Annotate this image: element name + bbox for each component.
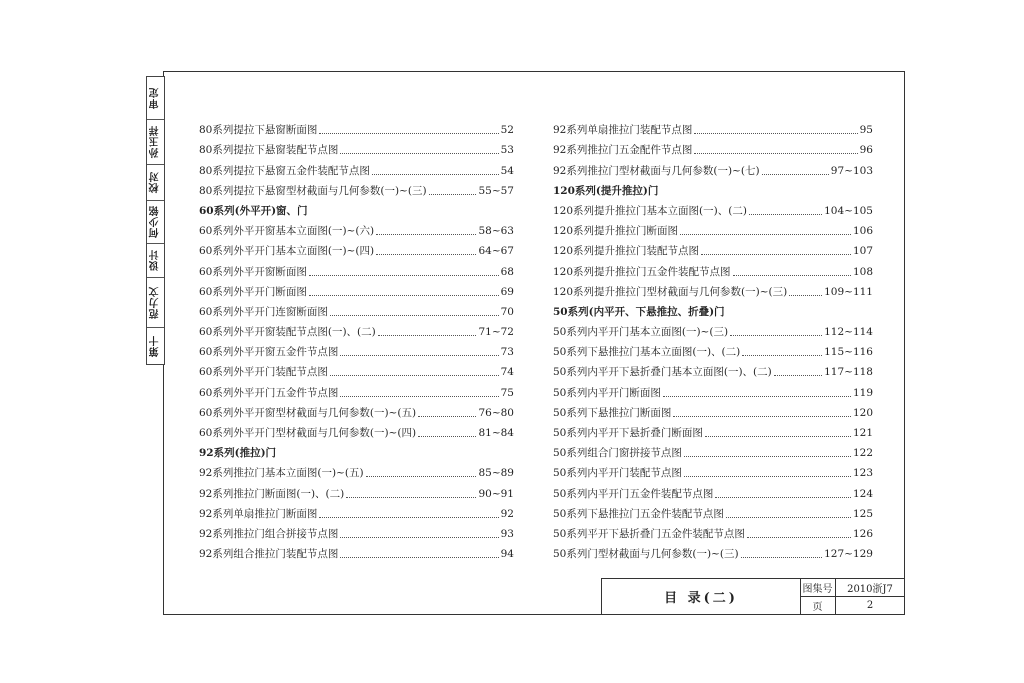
dot-leader	[774, 375, 822, 376]
toc-entry	[199, 218, 514, 238]
toc-entry-title: 120系列提升推拉门装配节点图	[553, 245, 700, 258]
strip-text: 第十	[150, 334, 161, 357]
dot-leader	[680, 234, 851, 235]
toc-entry-title: 60系列外平开门五金件节点图	[199, 386, 339, 399]
dot-leader	[418, 436, 476, 437]
dot-leader	[330, 375, 499, 376]
toc-entry	[199, 279, 514, 299]
dot-leader	[705, 436, 851, 437]
toc-entry-page: 104~105	[824, 204, 873, 217]
dot-leader	[376, 254, 476, 255]
toc-entry	[553, 198, 873, 218]
dot-leader	[340, 557, 498, 558]
toc-section-heading	[553, 299, 873, 319]
toc-entry-page: 126	[852, 527, 873, 540]
dot-leader	[742, 355, 822, 356]
toc-entry-page: 119	[852, 386, 873, 399]
toc-entry-title: 92系列单扇推拉门装配节点图	[553, 124, 693, 137]
toc-entry	[553, 521, 873, 541]
strip-cell	[147, 277, 164, 328]
toc-entry-page: 107	[852, 245, 873, 258]
dot-leader	[715, 497, 851, 498]
dot-leader	[741, 557, 823, 558]
toc-entry-title: 92系列单扇推拉门断面图	[199, 507, 318, 520]
dot-leader	[309, 295, 499, 296]
dot-leader	[429, 194, 477, 195]
toc-entry-title: 60系列外平开门装配节点图	[199, 366, 328, 379]
toc-entry	[553, 238, 873, 258]
dot-leader	[684, 476, 851, 477]
toc-entry-title: 92系列推拉门断面图(一)、(二)	[199, 487, 345, 500]
toc-entry-title: 60系列外平开门连窗断面图	[199, 305, 328, 318]
strip-text: 审定	[150, 87, 161, 109]
toc-entry-title: 92系列推拉门基本立面图(一)~(五)	[199, 467, 364, 480]
strip-text: 何少铭	[150, 205, 161, 238]
dot-leader	[319, 133, 498, 134]
toc-entry-page: 106	[852, 225, 873, 238]
toc-entry-page: 93	[500, 527, 514, 540]
dot-leader	[694, 153, 857, 154]
toc-entry	[199, 460, 514, 480]
toc-entry	[199, 178, 514, 198]
toc-entry-title: 50系列内平开门五金件装配节点图	[553, 487, 714, 500]
dot-leader	[378, 335, 477, 336]
dot-leader	[376, 234, 476, 235]
atlas-number-value: 2010浙J7	[836, 579, 904, 597]
dot-leader	[330, 315, 499, 316]
toc-entry-title: 50系列下悬推拉门基本立面图(一)、(二)	[553, 346, 741, 359]
toc-entry-page: 55~57	[478, 184, 514, 197]
toc-entry-title: 50系列内平开下悬折叠门断面图	[553, 427, 703, 439]
toc-entry	[199, 258, 514, 278]
toc-entry-title: 50系列(内平开、下悬推拉、折叠)门	[553, 305, 725, 318]
toc-entry	[199, 299, 514, 319]
toc-entry-page: 90~91	[478, 487, 514, 500]
toc-entry-title: 60系列外平开窗五金件节点图	[199, 346, 339, 359]
toc-entry-page: 85~89	[478, 467, 514, 480]
toc-entry	[553, 480, 873, 500]
toc-entry-title: 50系列组合门窗拼接节点图	[553, 447, 682, 460]
toc-entry-page: 117~118	[824, 366, 873, 379]
toc-entry	[199, 319, 514, 339]
toc-entry-title: 60系列外平开门型材截面与几何参数(一)~(四)	[199, 427, 417, 439]
toc-entry	[199, 501, 514, 521]
dot-leader	[319, 517, 498, 518]
toc-entry	[553, 117, 873, 137]
dot-leader	[346, 497, 476, 498]
toc-entry-title: 60系列外平开窗断面图	[199, 265, 307, 278]
toc-entry-page: 69	[500, 285, 514, 298]
title-block	[601, 578, 905, 615]
strip-cell	[147, 243, 164, 278]
toc-entry-page: 68	[500, 265, 514, 278]
strip-text: 范力文	[150, 285, 161, 319]
toc-entry-title: 92系列(推拉)门	[199, 447, 277, 460]
toc-entry	[553, 218, 873, 238]
toc-entry	[199, 238, 514, 258]
toc-entry-page: 58~63	[478, 225, 514, 238]
dot-leader	[673, 416, 851, 417]
toc-entry-page: 73	[500, 346, 514, 359]
strip-cell	[147, 164, 164, 201]
toc-entry-page: 112~114	[824, 326, 873, 339]
toc-entry-page: 75	[500, 386, 514, 399]
toc-entry-title: 60系列外平开窗型材截面与几何参数(一)~(五)	[199, 406, 417, 419]
toc-entry-page: 53	[500, 144, 514, 157]
strip-text: 设计	[150, 249, 161, 271]
dot-leader	[372, 174, 499, 175]
toc-entry-title: 92系列组合推拉门装配节点图	[199, 548, 339, 561]
toc-entry	[199, 117, 514, 137]
toc-entry	[199, 420, 514, 440]
dot-leader	[726, 517, 851, 518]
toc-entry	[553, 339, 873, 359]
toc-entry-title: 50系列内平开下悬折叠门基本立面图(一)、(二)	[553, 366, 772, 379]
toc-entry-page: 108	[852, 265, 873, 278]
toc-entry	[553, 501, 873, 521]
toc-entry-page: 52	[500, 124, 514, 137]
dot-leader	[340, 396, 498, 397]
dot-leader	[684, 456, 851, 457]
toc-entry-title: 120系列提升推拉门五金件装配节点图	[553, 265, 731, 278]
toc-entry-title: 60系列外平开门基本立面图(一)~(四)	[199, 245, 375, 258]
toc-entry-page: 120	[852, 406, 873, 419]
toc-section-heading	[199, 440, 514, 460]
toc-entry-page: 96	[859, 144, 873, 157]
page-label: 页	[800, 597, 836, 614]
dot-leader	[340, 153, 498, 154]
strip-text: 孙玉祥	[150, 125, 161, 158]
toc-entry-title: 120系列提升推拉门型材截面与几何参数(一)~(三)	[553, 285, 788, 298]
toc-right-column	[553, 117, 873, 561]
toc-entry	[199, 400, 514, 420]
dot-leader	[789, 295, 822, 296]
toc-entry-title: 120系列(提升推拉)门	[553, 184, 659, 197]
toc-entry-title: 50系列门型材截面与几何参数(一)~(三)	[553, 548, 739, 561]
toc-entry-title: 80系列提拉下悬窗五金件装配节点图	[199, 164, 370, 177]
toc-entry-page: 127~129	[824, 548, 873, 561]
toc-entry	[553, 460, 873, 480]
toc-entry	[553, 258, 873, 278]
strip-cell	[147, 327, 164, 364]
toc-entry	[553, 157, 873, 177]
toc-entry-title: 60系列(外平开)窗、门	[199, 204, 308, 217]
toc-entry-page: 81~84	[478, 427, 514, 439]
toc-entry	[553, 319, 873, 339]
toc-entry-page: 115~116	[824, 346, 873, 359]
toc-entry-title: 92系列推拉门五金配件节点图	[553, 144, 693, 157]
toc-entry	[553, 541, 873, 561]
toc-entry-page: 70	[500, 305, 514, 318]
toc-entry-page: 125	[852, 507, 873, 520]
toc-entry-page: 92	[500, 507, 514, 520]
document-title: 目 录(二)	[602, 579, 801, 614]
toc-entry	[199, 157, 514, 177]
dot-leader	[749, 214, 822, 215]
dot-leader	[366, 476, 477, 477]
toc-entry	[553, 279, 873, 299]
strip-text: 校对	[150, 171, 161, 193]
toc-entry	[199, 339, 514, 359]
toc-entry	[553, 379, 873, 399]
toc-entry-page: 71~72	[478, 326, 514, 339]
dot-leader	[340, 537, 498, 538]
toc-entry-title: 80系列提拉下悬窗断面图	[199, 124, 318, 137]
toc-entry-title: 60系列外平开门断面图	[199, 285, 307, 298]
toc-entry	[553, 359, 873, 379]
toc-entry	[199, 541, 514, 561]
toc-entry	[553, 137, 873, 157]
page-number: 2	[866, 600, 874, 611]
toc-entry	[199, 379, 514, 399]
toc-entry-title: 120系列提升推拉门基本立面图(一)、(二)	[553, 204, 747, 217]
toc-entry-page: 121	[852, 427, 873, 439]
toc-entry-page: 95	[859, 124, 873, 137]
toc-entry-title: 50系列内平开门断面图	[553, 386, 661, 399]
toc-entry-title: 50系列内平开门装配节点图	[553, 467, 682, 480]
toc-entry-page: 54	[500, 164, 514, 177]
toc-entry-page: 76~80	[478, 406, 514, 419]
toc-entry-page: 64~67	[478, 245, 514, 258]
dot-leader	[694, 133, 857, 134]
toc-entry-title: 92系列推拉门型材截面与几何参数(一)~(七)	[553, 164, 760, 177]
toc-entry-page: 122	[852, 447, 873, 460]
toc-entry	[199, 480, 514, 500]
toc-entry-page: 74	[500, 366, 514, 379]
dot-leader	[663, 396, 851, 397]
toc-entry-page: 123	[852, 467, 873, 480]
toc-entry-page: 124	[852, 487, 873, 500]
dot-leader	[418, 416, 476, 417]
toc-entry	[199, 521, 514, 541]
dot-leader	[762, 174, 829, 175]
dot-leader	[730, 335, 822, 336]
toc-entry	[199, 359, 514, 379]
toc-entry	[553, 440, 873, 460]
toc-entry-title: 60系列外平开窗基本立面图(一)~(六)	[199, 225, 375, 238]
toc-entry	[199, 137, 514, 157]
strip-cell	[147, 200, 164, 244]
toc-entry-title: 50系列下悬推拉门五金件装配节点图	[553, 507, 724, 520]
atlas-number-label: 图集号	[800, 579, 836, 597]
toc-entry-title: 50系列平开下悬折叠门五金件装配节点图	[553, 527, 745, 540]
dot-leader	[309, 275, 499, 276]
toc-left-column	[199, 117, 514, 561]
toc-entry	[553, 400, 873, 420]
toc-entry-title: 92系列推拉门组合拼接节点图	[199, 527, 339, 540]
toc-entry-page: 94	[500, 548, 514, 561]
dot-leader	[733, 275, 851, 276]
dot-leader	[340, 355, 498, 356]
toc-entry-title: 50系列内平开门基本立面图(一)~(三)	[553, 326, 729, 339]
strip-cell	[147, 77, 164, 120]
toc-entry	[553, 420, 873, 440]
title-block-grid	[800, 579, 904, 614]
toc-entry-page: 109~111	[824, 285, 873, 298]
toc-entry-page: 97~103	[830, 164, 873, 177]
toc-section-heading	[199, 198, 514, 218]
toc-entry-title: 80系列提拉下悬窗装配节点图	[199, 144, 339, 157]
toc-entry-title: 80系列提拉下悬窗型材截面与几何参数(一)~(三)	[199, 184, 427, 197]
toc-section-heading	[553, 178, 873, 198]
strip-cell	[147, 119, 164, 165]
dot-leader	[701, 254, 851, 255]
dot-leader	[747, 537, 851, 538]
toc-entry-title: 60系列外平开窗装配节点图(一)、(二)	[199, 326, 376, 339]
toc-entry-title: 50系列下悬推拉门断面图	[553, 406, 672, 419]
toc-entry-title: 120系列提升推拉门断面图	[553, 225, 679, 238]
signature-strip	[146, 76, 165, 365]
